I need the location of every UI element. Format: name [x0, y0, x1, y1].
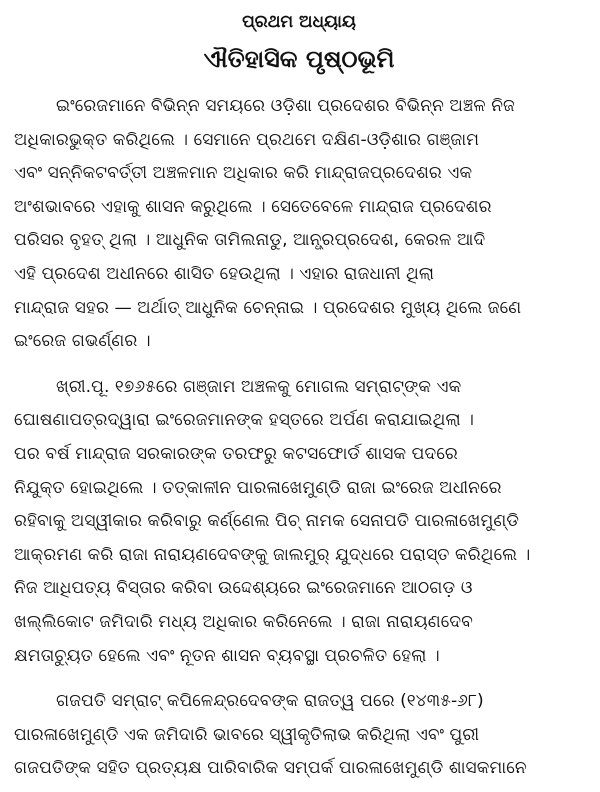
text-line: ମାନ୍ଦ୍ରାଜ ସହର — ଅର୍ଥାତ୍ ଆଧୁନିକ ଚେନ୍ନାଇ । ପ୍ରଦେଶର ମୁଖ୍ୟ ଥିଲେ ଜଣେ [14, 297, 522, 318]
text-line: ଅଂଶଭାବରେ ଏହାକୁ ଶାସନ କରୁଥିଲେ । ସେତେବେଳେ ମାନ୍ଦ୍ରାଜ ପ୍ରଦେଶର [14, 196, 492, 217]
paragraph-1 [14, 90, 584, 359]
text-line: ଅଧିକାରଭୁକ୍ତ କରିଥିଲେ । ସେମାନେ ପ୍ରଥମେ ଦକ୍ଷିଣ-ଓଡ଼ିଶାର ଗଞ୍ଜାମ [14, 129, 480, 150]
text-line: ଘୋଷଣାପତ୍ରଦ୍ୱାରା ଇଂରେଜମାନଙ୍କ ହସ୍ତରେ ଅର୍ପଣ କରାଯାଇଥିଲା । [14, 410, 474, 431]
text-line: ଇଂରେଜ ଗଭର୍ଣ୍ଣର । [14, 331, 151, 352]
text-line: ଗଜପତିଙ୍କ ସହିତ ପ୍ରତ୍ୟକ୍ଷ ପାରିବାରିକ ସମ୍ପର୍କ ପାରଳାଖେମୁଣ୍ଡି ଶାସକମାନେ [14, 758, 527, 779]
text-line: ଏହି ପ୍ରଦେଶ ଅଧୀନରେ ଶାସିତ ହେଉଥିଲା । ଏହାର ରାଜଧାନୀ ଥିଲା [14, 263, 435, 284]
chapter-title: ଐତିହାସିକ ପୃଷ୍ଠଭୂମି [203, 45, 395, 73]
text-line: ନିଜ ଆଧିପତ୍ୟ ବିସ୍ତାର କରିବା ଉଦ୍ଦେଶ୍ୟରେ ଇଂରେଜମାନେ ଆଠଗଡ଼ ଓ [14, 578, 473, 599]
text-line: ପରିସର ବୃହତ୍ ଥିଲା । ଆଧୁନିକ ତାମିଲନାଡୁ, ଆନ୍ଧ୍ରପ୍ରଦେଶ, କେରଳ ଆଦି [14, 230, 486, 251]
paragraph-3 [14, 685, 584, 786]
text-line: ଆକ୍ରମଣ କରି ରାଜା ନାରାୟଣଦେବଙ୍କୁ ଜାଲମୁର୍ ଯୁଦ୍ଧରେ ପରାସ୍ତ କରିଥିଲେ । [14, 544, 531, 565]
text-line: ଖଲ୍ଲିକୋଟ ଜମିଦାରି ମଧ୍ୟ ଅଧିକାର କରିନେଲେ । ରାଜା ନାରାୟଣଦେବ [14, 611, 473, 632]
text-line: କ୍ଷମତାଚ୍ୟୁତ ହେଲେ ଏବଂ ନୂତନ ଶାସନ ବ୍ୟବସ୍ଥା ପ୍ରଚଳିତ ହେଲା । [14, 645, 440, 666]
text-line: ଖ୍ରୀ.ପୂ. ୧୭୬୫ରେ ଗଞ୍ଜାମ ଅଞ୍ଚଳକୁ ମୋଗଲ ସମ୍ରାଟ୍‌ଙ୍କ ଏକ [56, 376, 462, 397]
paragraph-2 [14, 371, 584, 673]
text-line: ଗଜପତି ସମ୍ରାଟ୍ କପିଳେନ୍ଦ୍ରଦେବଙ୍କ ରାଜତ୍ୱ ପରେ (୧୪୩୫-୬୮) [56, 691, 484, 712]
text-line: ପର ବର୍ଷ ମାନ୍ଦ୍ରାଜ ସରକାରଙ୍କ ତରଫରୁ କଟସଫୋର୍ଡ ଶାସକ ପଦରେ [14, 443, 458, 464]
text-line: ପାରଳାଖେମୁଣ୍ଡି ଏକ ଜମିଦାରି ଭାବରେ ସ୍ୱୀକୃତିଲାଭ କରିଥିଲା ଏବଂ ପୁରୀ [14, 724, 480, 745]
text-line: ରହିବାକୁ ଅସ୍ୱୀକାର କରିବାରୁ କର୍ଣ୍ଣେଲ ପିଚ୍ ନାମକ ସେନାପତି ପାରଳାଖେମୁଣ୍ଡି [14, 511, 520, 532]
text-line: ନିଯୁକ୍ତ ହୋଇଥିଲେ । ତତ୍କାଳୀନ ପାରଳାଖେମୁଣ୍ଡି ରାଜା ଇଂରେଜ ଅଧୀନରେ [14, 477, 502, 498]
text-line: ଇଂରେଜମାନେ ବିଭିନ୍ନ ସମୟରେ ଓଡ଼ିଶା ପ୍ରଦେଶର ବିଭିନ୍ନ ଅଞ୍ଚଳ ନିଜ [56, 96, 515, 116]
text-line: ଏବଂ ସନ୍ନିକଟବର୍ତ୍ତୀ ଅଞ୍ଚଳମାନ ଅଧିକାର କରି ମାନ୍ଦ୍ରାଜପ୍ରଦେଶର ଏକ [14, 163, 473, 184]
chapter-label: ପ୍ରଥମ ଅଧ୍ୟାୟ [242, 12, 356, 32]
